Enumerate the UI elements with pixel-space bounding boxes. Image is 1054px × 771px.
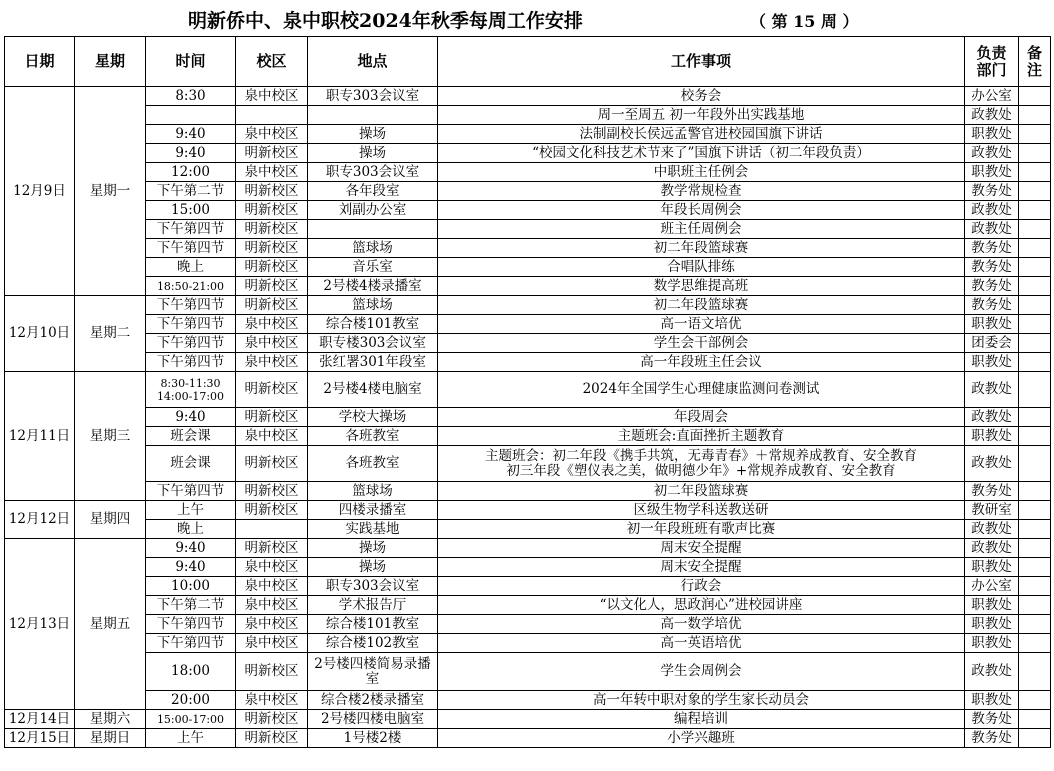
col-dept bbox=[965, 37, 1019, 87]
cell-dept: 职教处 bbox=[965, 163, 1019, 182]
cell-time: 9:40 bbox=[146, 125, 236, 144]
table-row bbox=[5, 427, 1051, 446]
table-row bbox=[5, 615, 1051, 634]
cell-time: 下午第四节 bbox=[146, 239, 236, 258]
col-remark-line2: 注 bbox=[1026, 60, 1042, 79]
cell-dept: 政教处 bbox=[965, 539, 1019, 558]
cell-remark bbox=[1019, 125, 1051, 144]
cell-dept: 教务处 bbox=[965, 277, 1019, 296]
day-weekday: 星期日 bbox=[75, 729, 146, 748]
cell-dept: 政教处 bbox=[965, 220, 1019, 239]
cell-dept: 教务处 bbox=[965, 729, 1019, 748]
cell-campus bbox=[236, 520, 308, 539]
cell-place: 各班教室 bbox=[308, 427, 438, 446]
cell-matter: 编程培训 bbox=[438, 710, 965, 729]
cell-dept: 职教处 bbox=[965, 353, 1019, 372]
cell-place: 职专303会议室 bbox=[308, 87, 438, 106]
cell-matter: 高一语文培优 bbox=[438, 315, 965, 334]
cell-matter: 周一至周五 初一年段外出实践基地 bbox=[438, 106, 965, 125]
cell-campus: 明新校区 bbox=[236, 501, 308, 520]
cell-matter: 主题班会:直面挫折主题教育 bbox=[438, 427, 965, 446]
cell-campus: 泉中校区 bbox=[236, 596, 308, 615]
cell-campus: 明新校区 bbox=[236, 258, 308, 277]
cell-dept: 政教处 bbox=[965, 408, 1019, 427]
cell-campus: 明新校区 bbox=[236, 277, 308, 296]
cell-time: 班会课 bbox=[146, 427, 236, 446]
cell-matter: 高一数学培优 bbox=[438, 615, 965, 634]
cell-campus: 泉中校区 bbox=[236, 577, 308, 596]
cell-remark bbox=[1019, 106, 1051, 125]
cell-dept: 政教处 bbox=[965, 201, 1019, 220]
col-remark bbox=[1019, 37, 1051, 87]
cell-place: 综合楼2楼录播室 bbox=[308, 691, 438, 710]
cell-matter: 校务会 bbox=[438, 87, 965, 106]
cell-time bbox=[146, 372, 236, 408]
cell-remark bbox=[1019, 239, 1051, 258]
col-campus: 校区 bbox=[236, 37, 308, 87]
cell-dept: 办公室 bbox=[965, 87, 1019, 106]
page-title: 明新侨中、泉中职校2024年秋季每周工作安排 bbox=[188, 10, 583, 32]
cell-matter: 学生会周例会 bbox=[438, 653, 965, 691]
cell-remark bbox=[1019, 446, 1051, 482]
cell-time-line2: 14:00-17:00 bbox=[156, 389, 225, 403]
cell-time: 18:50-21:00 bbox=[146, 277, 236, 296]
cell-matter bbox=[438, 446, 965, 482]
cell-place: 各年段室 bbox=[308, 182, 438, 201]
cell-matter: 高一年转中职对象的学生家长动员会 bbox=[438, 691, 965, 710]
cell-campus: 泉中校区 bbox=[236, 427, 308, 446]
cell-campus: 明新校区 bbox=[236, 372, 308, 408]
cell-dept: 教务处 bbox=[965, 482, 1019, 501]
cell-matter: 周末安全提醒 bbox=[438, 539, 965, 558]
schedule-body bbox=[5, 87, 1051, 748]
cell-remark bbox=[1019, 427, 1051, 446]
cell-time bbox=[146, 106, 236, 125]
cell-matter: 年段周会 bbox=[438, 408, 965, 427]
table-row bbox=[5, 182, 1051, 201]
cell-campus: 泉中校区 bbox=[236, 691, 308, 710]
cell-remark bbox=[1019, 653, 1051, 691]
cell-matter-line1: 主题班会：初二年段《携手共筑，无毒青春》＋常规养成教育、安全教育 bbox=[485, 447, 917, 464]
cell-campus: 明新校区 bbox=[236, 710, 308, 729]
cell-remark bbox=[1019, 539, 1051, 558]
cell-place: 2号楼4楼录播室 bbox=[308, 277, 438, 296]
day-weekday: 星期四 bbox=[75, 501, 146, 539]
cell-campus bbox=[236, 106, 308, 125]
cell-place: 操场 bbox=[308, 539, 438, 558]
day-weekday: 星期二 bbox=[75, 296, 146, 372]
table-row bbox=[5, 691, 1051, 710]
cell-time: 下午第四节 bbox=[146, 353, 236, 372]
cell-dept: 职教处 bbox=[965, 315, 1019, 334]
cell-campus: 明新校区 bbox=[236, 182, 308, 201]
cell-time: 下午第四节 bbox=[146, 315, 236, 334]
cell-place: 音乐室 bbox=[308, 258, 438, 277]
week-number: （ 第 15 周 ） bbox=[750, 12, 859, 31]
cell-matter: 高一英语培优 bbox=[438, 634, 965, 653]
table-row bbox=[5, 482, 1051, 501]
cell-matter: 初二年段篮球赛 bbox=[438, 482, 965, 501]
cell-time: 15:00-17:00 bbox=[146, 710, 236, 729]
day-weekday: 星期三 bbox=[75, 372, 146, 501]
table-row bbox=[5, 87, 1051, 106]
cell-campus: 泉中校区 bbox=[236, 87, 308, 106]
table-row bbox=[5, 334, 1051, 353]
cell-time: 9:40 bbox=[146, 558, 236, 577]
cell-matter: 中职班主任例会 bbox=[438, 163, 965, 182]
table-row bbox=[5, 125, 1051, 144]
cell-place: 1号楼2楼 bbox=[308, 729, 438, 748]
cell-remark bbox=[1019, 520, 1051, 539]
cell-matter: 数学思维提高班 bbox=[438, 277, 965, 296]
cell-matter: 高一年段班主任会议 bbox=[438, 353, 965, 372]
cell-place: 职专楼303会议室 bbox=[308, 334, 438, 353]
col-dept-line2: 部门 bbox=[976, 60, 1007, 79]
day-date: 12月9日 bbox=[5, 87, 75, 296]
cell-time-line1: 8:30-11:30 bbox=[160, 376, 221, 390]
cell-remark bbox=[1019, 334, 1051, 353]
day-weekday: 星期六 bbox=[75, 710, 146, 729]
table-row bbox=[5, 596, 1051, 615]
table-row bbox=[5, 163, 1051, 182]
cell-campus: 泉中校区 bbox=[236, 163, 308, 182]
cell-remark bbox=[1019, 577, 1051, 596]
header-row bbox=[5, 37, 1051, 87]
cell-dept: 政教处 bbox=[965, 653, 1019, 691]
cell-remark bbox=[1019, 729, 1051, 748]
cell-place bbox=[308, 220, 438, 239]
cell-time: 下午第四节 bbox=[146, 615, 236, 634]
table-row bbox=[5, 501, 1051, 520]
cell-place: 篮球场 bbox=[308, 296, 438, 315]
cell-time: 下午第二节 bbox=[146, 596, 236, 615]
cell-remark bbox=[1019, 372, 1051, 408]
cell-place: 张红署301年段室 bbox=[308, 353, 438, 372]
cell-matter: “以文化人，思政润心”进校园讲座 bbox=[438, 596, 965, 615]
cell-dept: 职教处 bbox=[965, 427, 1019, 446]
cell-time: 下午第四节 bbox=[146, 482, 236, 501]
cell-dept: 政教处 bbox=[965, 106, 1019, 125]
cell-matter: 班主任周例会 bbox=[438, 220, 965, 239]
day-weekday: 星期五 bbox=[75, 539, 146, 710]
cell-campus: 明新校区 bbox=[236, 729, 308, 748]
cell-place: 2号楼四楼简易录播室 bbox=[308, 653, 438, 691]
cell-dept: 政教处 bbox=[965, 372, 1019, 408]
table-row bbox=[5, 353, 1051, 372]
cell-campus: 明新校区 bbox=[236, 239, 308, 258]
cell-remark bbox=[1019, 87, 1051, 106]
cell-time: 下午第四节 bbox=[146, 634, 236, 653]
cell-remark bbox=[1019, 220, 1051, 239]
cell-time: 上午 bbox=[146, 729, 236, 748]
cell-time: 晚上 bbox=[146, 258, 236, 277]
cell-remark bbox=[1019, 353, 1051, 372]
cell-remark bbox=[1019, 144, 1051, 163]
col-weekday: 星期 bbox=[75, 37, 146, 87]
cell-dept: 职教处 bbox=[965, 615, 1019, 634]
cell-remark bbox=[1019, 258, 1051, 277]
table-row bbox=[5, 239, 1051, 258]
day-date: 12月14日 bbox=[5, 710, 75, 729]
col-matter: 工作事项 bbox=[438, 37, 965, 87]
cell-remark bbox=[1019, 182, 1051, 201]
cell-matter: “校园文化科技艺术节来了”国旗下讲话（初二年段负责） bbox=[438, 144, 965, 163]
day-weekday: 星期一 bbox=[75, 87, 146, 296]
cell-place: 学校大操场 bbox=[308, 408, 438, 427]
title-bar bbox=[0, 0, 1054, 36]
cell-remark bbox=[1019, 615, 1051, 634]
table-row bbox=[5, 372, 1051, 408]
table-row bbox=[5, 277, 1051, 296]
cell-matter: 法制副校长侯远孟警官进校园国旗下讲话 bbox=[438, 125, 965, 144]
cell-matter: 区级生物学科送教送研 bbox=[438, 501, 965, 520]
cell-place: 综合楼101教室 bbox=[308, 315, 438, 334]
cell-place: 职专303会议室 bbox=[308, 163, 438, 182]
cell-matter: 行政会 bbox=[438, 577, 965, 596]
cell-time: 下午第二节 bbox=[146, 182, 236, 201]
table-row bbox=[5, 634, 1051, 653]
cell-time: 班会课 bbox=[146, 446, 236, 482]
cell-time: 18:00 bbox=[146, 653, 236, 691]
cell-campus: 泉中校区 bbox=[236, 334, 308, 353]
cell-place: 操场 bbox=[308, 144, 438, 163]
table-row bbox=[5, 710, 1051, 729]
cell-dept: 政教处 bbox=[965, 520, 1019, 539]
day-date: 12月10日 bbox=[5, 296, 75, 372]
cell-dept: 政教处 bbox=[965, 144, 1019, 163]
cell-time: 9:40 bbox=[146, 539, 236, 558]
cell-matter: 初二年段篮球赛 bbox=[438, 296, 965, 315]
cell-dept: 职教处 bbox=[965, 558, 1019, 577]
col-date: 日期 bbox=[5, 37, 75, 87]
col-time: 时间 bbox=[146, 37, 236, 87]
cell-dept: 职教处 bbox=[965, 596, 1019, 615]
cell-place: 操场 bbox=[308, 125, 438, 144]
cell-remark bbox=[1019, 596, 1051, 615]
cell-time: 10:00 bbox=[146, 577, 236, 596]
col-place: 地点 bbox=[308, 37, 438, 87]
cell-place bbox=[308, 106, 438, 125]
cell-time: 9:40 bbox=[146, 408, 236, 427]
cell-time: 上午 bbox=[146, 501, 236, 520]
cell-campus: 明新校区 bbox=[236, 144, 308, 163]
cell-dept: 教务处 bbox=[965, 258, 1019, 277]
cell-dept: 教务处 bbox=[965, 296, 1019, 315]
table-row bbox=[5, 520, 1051, 539]
col-dept-line1: 负责 bbox=[976, 43, 1007, 62]
cell-place: 篮球场 bbox=[308, 239, 438, 258]
table-row bbox=[5, 258, 1051, 277]
cell-place: 实践基地 bbox=[308, 520, 438, 539]
day-date: 12月15日 bbox=[5, 729, 75, 748]
table-row bbox=[5, 653, 1051, 691]
cell-dept: 教研室 bbox=[965, 501, 1019, 520]
cell-time: 15:00 bbox=[146, 201, 236, 220]
cell-matter: 周末安全提醒 bbox=[438, 558, 965, 577]
cell-dept: 职教处 bbox=[965, 691, 1019, 710]
table-row bbox=[5, 408, 1051, 427]
cell-matter: 教学常规检查 bbox=[438, 182, 965, 201]
cell-dept: 团委会 bbox=[965, 334, 1019, 353]
table-row bbox=[5, 558, 1051, 577]
cell-campus: 明新校区 bbox=[236, 220, 308, 239]
cell-matter: 初一年段班班有歌声比赛 bbox=[438, 520, 965, 539]
cell-campus: 明新校区 bbox=[236, 296, 308, 315]
cell-remark bbox=[1019, 163, 1051, 182]
cell-campus: 泉中校区 bbox=[236, 125, 308, 144]
col-remark-line1: 备 bbox=[1026, 43, 1042, 62]
cell-time: 9:40 bbox=[146, 144, 236, 163]
table-row bbox=[5, 220, 1051, 239]
cell-dept: 教务处 bbox=[965, 710, 1019, 729]
cell-dept: 办公室 bbox=[965, 577, 1019, 596]
cell-remark bbox=[1019, 691, 1051, 710]
cell-dept: 职教处 bbox=[965, 634, 1019, 653]
cell-matter: 初二年段篮球赛 bbox=[438, 239, 965, 258]
cell-matter: 年段长周例会 bbox=[438, 201, 965, 220]
cell-remark bbox=[1019, 634, 1051, 653]
table-row bbox=[5, 729, 1051, 748]
cell-campus: 泉中校区 bbox=[236, 615, 308, 634]
cell-remark bbox=[1019, 710, 1051, 729]
cell-place: 各班教室 bbox=[308, 446, 438, 482]
cell-time: 晚上 bbox=[146, 520, 236, 539]
table-row bbox=[5, 106, 1051, 125]
cell-remark bbox=[1019, 558, 1051, 577]
cell-remark bbox=[1019, 408, 1051, 427]
cell-campus: 明新校区 bbox=[236, 201, 308, 220]
cell-time: 下午第四节 bbox=[146, 296, 236, 315]
cell-matter: 学生会干部例会 bbox=[438, 334, 965, 353]
cell-campus: 明新校区 bbox=[236, 408, 308, 427]
cell-time: 8:30 bbox=[146, 87, 236, 106]
table-row bbox=[5, 577, 1051, 596]
cell-remark bbox=[1019, 296, 1051, 315]
cell-place: 综合楼101教室 bbox=[308, 615, 438, 634]
cell-campus: 泉中校区 bbox=[236, 634, 308, 653]
cell-time: 20:00 bbox=[146, 691, 236, 710]
table-row bbox=[5, 315, 1051, 334]
cell-campus: 明新校区 bbox=[236, 482, 308, 501]
cell-matter: 2024年全国学生心理健康监测问卷测试 bbox=[438, 372, 965, 408]
cell-campus: 泉中校区 bbox=[236, 315, 308, 334]
cell-place: 2号楼四楼电脑室 bbox=[308, 710, 438, 729]
cell-place: 2号楼4楼电脑室 bbox=[308, 372, 438, 408]
table-row bbox=[5, 539, 1051, 558]
cell-campus: 明新校区 bbox=[236, 653, 308, 691]
cell-remark bbox=[1019, 482, 1051, 501]
cell-remark bbox=[1019, 501, 1051, 520]
cell-campus: 明新校区 bbox=[236, 539, 308, 558]
cell-time: 下午第四节 bbox=[146, 220, 236, 239]
cell-campus: 明新校区 bbox=[236, 446, 308, 482]
table-row bbox=[5, 201, 1051, 220]
cell-dept: 教务处 bbox=[965, 182, 1019, 201]
cell-campus: 泉中校区 bbox=[236, 353, 308, 372]
cell-matter: 合唱队排练 bbox=[438, 258, 965, 277]
cell-place: 刘副办公室 bbox=[308, 201, 438, 220]
cell-time: 12:00 bbox=[146, 163, 236, 182]
cell-time: 下午第四节 bbox=[146, 334, 236, 353]
schedule-table bbox=[4, 36, 1051, 748]
day-date: 12月12日 bbox=[5, 501, 75, 539]
cell-remark bbox=[1019, 315, 1051, 334]
cell-dept: 教务处 bbox=[965, 239, 1019, 258]
cell-remark bbox=[1019, 277, 1051, 296]
cell-place: 操场 bbox=[308, 558, 438, 577]
cell-dept: 政教处 bbox=[965, 446, 1019, 482]
cell-place: 篮球场 bbox=[308, 482, 438, 501]
cell-place: 学术报告厅 bbox=[308, 596, 438, 615]
cell-matter-line2: 初三年段《塑仪表之美，做明德少年》+常规养成教育、安全教育 bbox=[506, 462, 896, 479]
cell-matter: 小学兴趣班 bbox=[438, 729, 965, 748]
cell-campus: 泉中校区 bbox=[236, 558, 308, 577]
cell-place: 综合楼102教室 bbox=[308, 634, 438, 653]
day-date: 12月11日 bbox=[5, 372, 75, 501]
table-row bbox=[5, 446, 1051, 482]
table-row bbox=[5, 144, 1051, 163]
cell-place: 四楼录播室 bbox=[308, 501, 438, 520]
day-date: 12月13日 bbox=[5, 539, 75, 710]
cell-place: 职专303会议室 bbox=[308, 577, 438, 596]
table-row bbox=[5, 296, 1051, 315]
cell-remark bbox=[1019, 201, 1051, 220]
cell-dept: 职教处 bbox=[965, 125, 1019, 144]
